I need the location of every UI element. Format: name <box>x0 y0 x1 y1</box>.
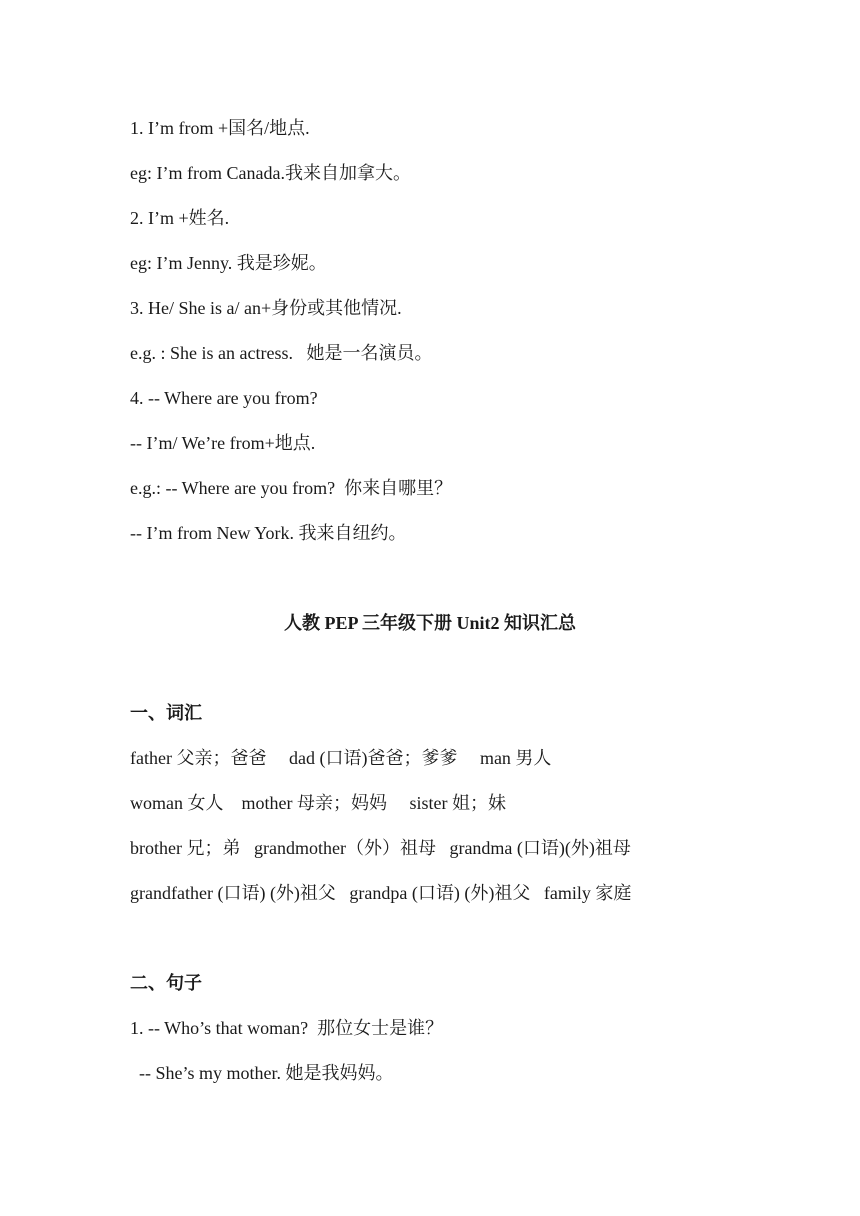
text-line-3: 2. I’m +姓名. <box>130 208 230 228</box>
vocab-line-2: woman 女人 mother 母亲；妈妈 sister 姐；妹 <box>130 793 506 813</box>
text-line-1: 1. I’m from +国名/地点. <box>130 118 310 138</box>
text-line-6: e.g. : She is an actress. 她是一名演员。 <box>130 343 433 363</box>
vocab-line-3: brother 兄；弟 grandmother（外）祖母 grandma (口语)(外)祖母 <box>130 838 631 858</box>
vocab-heading: 一、词汇 <box>130 703 202 723</box>
text-line-4: eg: I’m Jenny. 我是珍妮。 <box>130 253 327 273</box>
text-line-7: 4. -- Where are you from? <box>130 388 318 408</box>
vocab-line-4: grandfather (口语) (外)祖父 grandpa (口语) (外)祖父 family 家庭 <box>130 883 632 903</box>
text-line-8: -- I’m/ We’re from+地点. <box>130 433 316 453</box>
text-line-10: -- I’m from New York. 我来自纽约。 <box>130 523 407 543</box>
text-line-5: 3. He/ She is a/ an+身份或其他情况. <box>130 298 402 318</box>
text-line-2: eg: I’m from Canada.我来自加拿大。 <box>130 163 411 183</box>
sentences-heading: 二、句子 <box>130 973 202 993</box>
sentence-line-1: 1. -- Who’s that woman? 那位女士是谁？ <box>130 1018 444 1038</box>
sentence-line-2: -- She’s my mother. 她是我妈妈。 <box>130 1063 394 1083</box>
text-line-9: e.g.: -- Where are you from? 你来自哪里？ <box>130 478 453 498</box>
vocab-line-1: father 父亲；爸爸 dad (口语)爸爸；爹爹 man 男人 <box>130 748 552 768</box>
document-title: 人教 PEP 三年级下册 Unit2 知识汇总 <box>283 613 576 633</box>
